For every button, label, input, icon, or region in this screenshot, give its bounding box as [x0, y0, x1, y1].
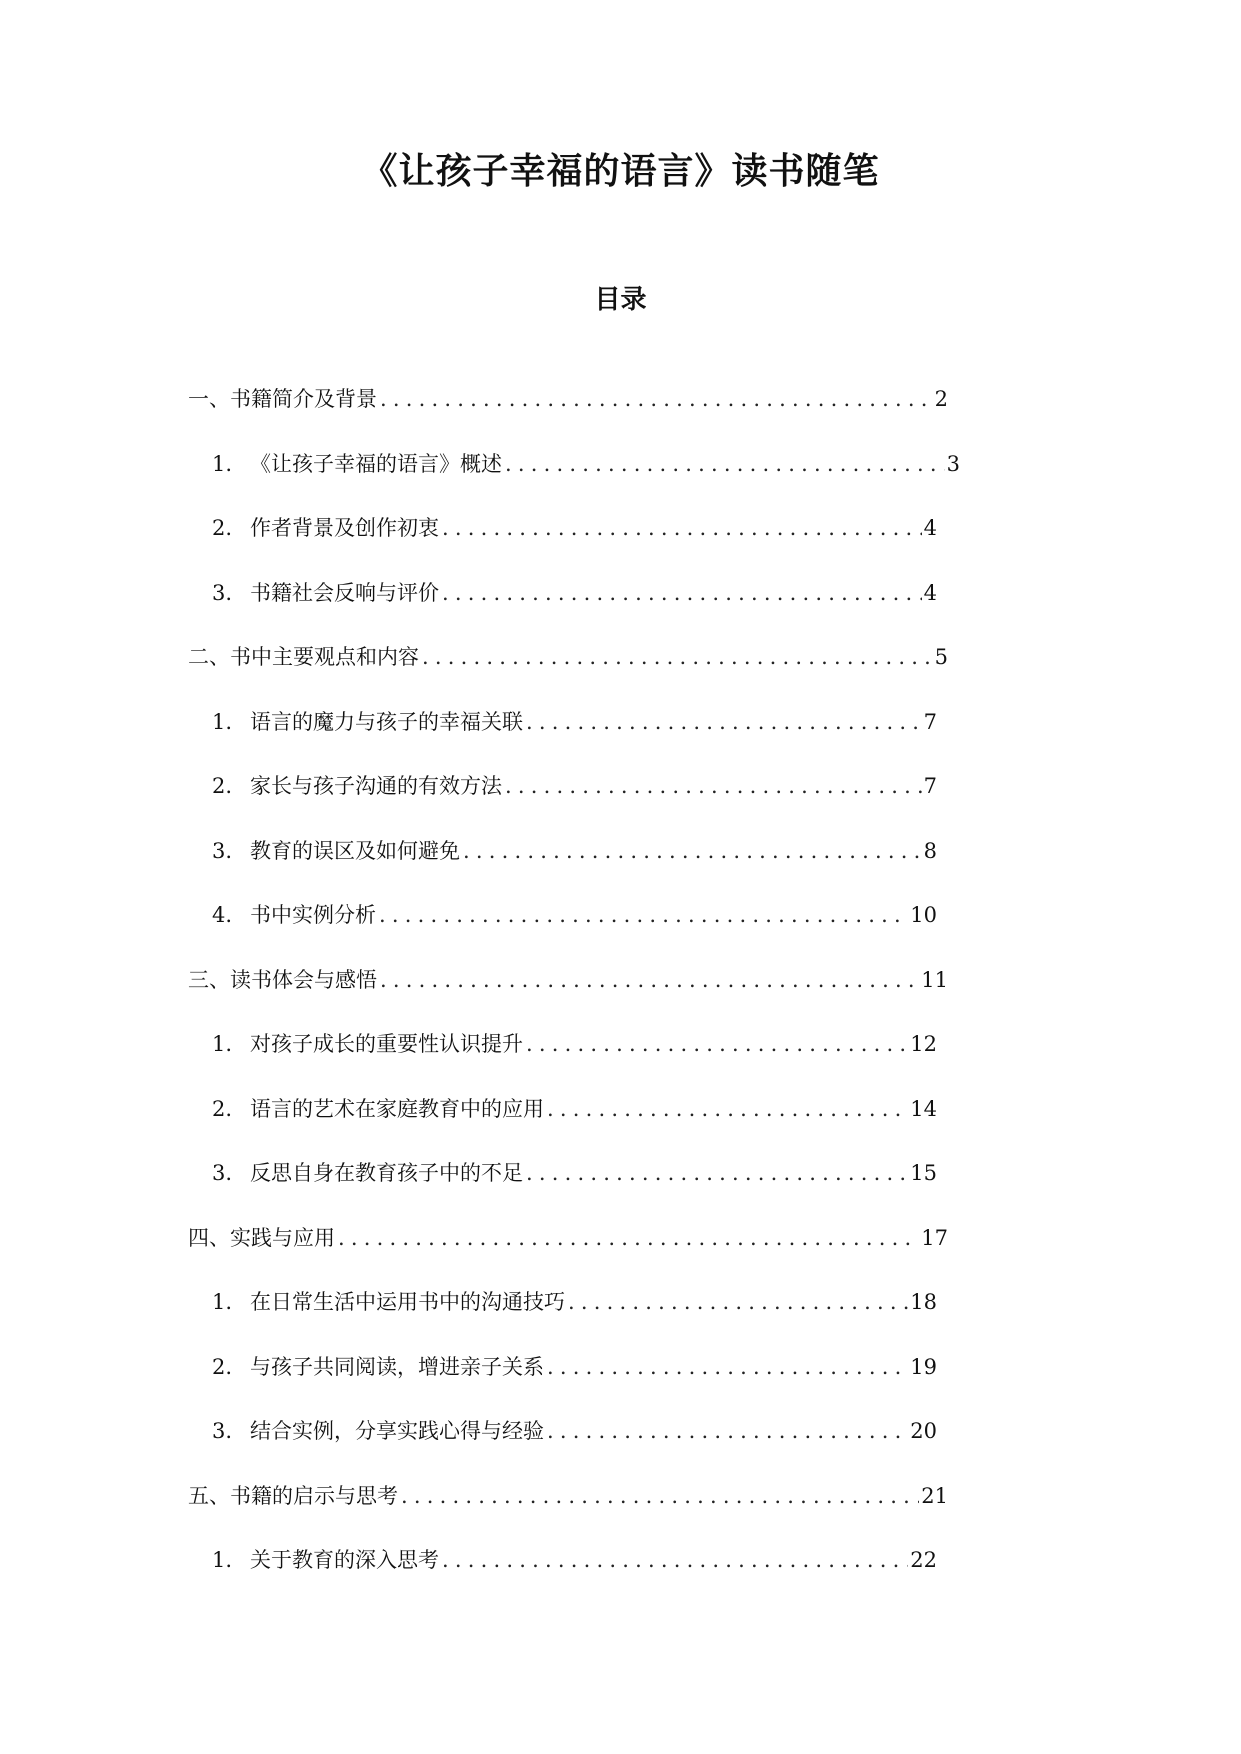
toc-entry-4-3[interactable] — [0, 1416, 937, 1481]
toc-entry-3-1[interactable] — [0, 1029, 937, 1094]
toc-entry-label: 书籍社会反响与评价 — [250, 580, 439, 605]
toc-entry-number: 2. — [212, 1096, 233, 1121]
toc-page-number: 4 — [923, 580, 937, 605]
toc-dot-leader — [338, 1223, 919, 1253]
toc-entry-section-2[interactable] — [0, 642, 948, 707]
toc-entry-number: 1. — [212, 451, 233, 476]
toc-entry-3-2[interactable] — [0, 1094, 937, 1159]
toc-entry-label: 反思自身在教育孩子中的不足 — [250, 1161, 523, 1185]
toc-page-number: 15 — [910, 1161, 937, 1185]
toc-entry-3-3[interactable] — [0, 1158, 937, 1223]
toc-page-number: 18 — [910, 1290, 937, 1314]
toc-page-number: 5 — [934, 645, 948, 669]
toc-entry-section-4[interactable] — [0, 1223, 948, 1288]
toc-entry-number: 3. — [212, 580, 233, 605]
toc-entry-section-3[interactable] — [0, 965, 948, 1030]
toc-entry-label: 三、读书体会与感悟 — [188, 967, 377, 992]
toc-entry-label: 在日常生活中运用书中的沟通技巧 — [250, 1290, 565, 1314]
toc-dot-leader — [380, 384, 933, 414]
toc-page-number: 12 — [910, 1032, 937, 1056]
toc-dot-leader — [422, 642, 933, 672]
toc-page-number: 19 — [910, 1354, 937, 1379]
toc-page-number: 8 — [923, 838, 937, 863]
toc-entry-label: 二、书中主要观点和内容 — [188, 645, 419, 669]
toc-entry-number: 3. — [212, 1161, 233, 1185]
toc-entry-1-3[interactable] — [0, 578, 937, 643]
toc-entry-1-2[interactable] — [0, 513, 937, 578]
toc-dot-leader — [442, 513, 922, 543]
toc-dot-leader — [442, 1545, 908, 1575]
toc-entry-label: 书中实例分析 — [250, 903, 376, 927]
toc-entry-number: 2. — [212, 1354, 233, 1379]
toc-page-number: 14 — [910, 1096, 937, 1121]
toc-page-number: 3 — [946, 451, 960, 476]
toc-dot-leader — [401, 1481, 919, 1511]
toc-entry-label: 关于教育的深入思考 — [250, 1548, 439, 1572]
toc-page-number: 11 — [921, 967, 948, 992]
toc-entry-label: 对孩子成长的重要性认识提升 — [250, 1032, 523, 1056]
toc-dot-leader — [547, 1352, 908, 1382]
toc-entry-label: 家长与孩子沟通的有效方法 — [250, 774, 502, 798]
toc-entry-number: 2. — [212, 774, 233, 798]
toc-page-number: 22 — [910, 1548, 937, 1572]
toc-entry-4-2[interactable] — [0, 1352, 937, 1417]
toc-entry-section-1[interactable] — [0, 384, 948, 449]
toc-entry-number: 2. — [212, 516, 233, 540]
toc-dot-leader — [526, 707, 922, 737]
toc-page-number: 20 — [910, 1419, 937, 1443]
toc-entry-5-1[interactable] — [0, 1545, 937, 1610]
toc-entry-number: 1. — [212, 1548, 233, 1572]
toc-entry-label: 语言的艺术在家庭教育中的应用 — [250, 1096, 544, 1121]
toc-entry-1-1[interactable] — [0, 449, 960, 514]
toc-dot-leader — [379, 900, 908, 930]
toc-entry-label: 《让孩子幸福的语言》概述 — [250, 451, 502, 476]
table-of-contents — [0, 384, 1241, 1610]
toc-heading: 目录 — [594, 285, 647, 315]
toc-entry-2-4[interactable] — [0, 900, 937, 965]
toc-page-number: 4 — [923, 516, 937, 540]
toc-entry-label: 五、书籍的启示与思考 — [188, 1483, 398, 1508]
toc-entry-number: 1. — [212, 709, 233, 734]
toc-dot-leader — [526, 1158, 908, 1188]
toc-entry-2-2[interactable] — [0, 771, 937, 836]
toc-entry-label: 一、书籍简介及背景 — [188, 387, 377, 411]
toc-page-number: 7 — [923, 709, 937, 734]
toc-page-number: 21 — [921, 1483, 948, 1508]
toc-page-number: 10 — [910, 903, 937, 927]
toc-entry-2-1[interactable] — [0, 707, 937, 772]
toc-page-number: 17 — [921, 1225, 948, 1250]
toc-entry-number: 3. — [212, 1419, 233, 1443]
toc-dot-leader — [463, 836, 922, 866]
toc-dot-leader — [547, 1416, 908, 1446]
toc-entry-4-1[interactable] — [0, 1287, 937, 1352]
toc-entry-label: 作者背景及创作初衷 — [250, 516, 439, 540]
toc-entry-section-5[interactable] — [0, 1481, 948, 1546]
toc-dot-leader — [442, 578, 922, 608]
toc-dot-leader — [547, 1094, 908, 1124]
toc-dot-leader — [568, 1287, 908, 1317]
toc-entry-number: 4. — [212, 903, 233, 927]
toc-entry-label: 结合实例，分享实践心得与经验 — [250, 1419, 544, 1443]
toc-dot-leader — [505, 771, 922, 801]
toc-dot-leader — [505, 449, 945, 479]
toc-page-number: 2 — [934, 387, 948, 411]
toc-entry-label: 四、实践与应用 — [188, 1225, 335, 1250]
toc-page-number: 7 — [923, 774, 937, 798]
toc-dot-leader — [526, 1029, 908, 1059]
toc-entry-number: 1. — [212, 1032, 233, 1056]
toc-entry-number: 3. — [212, 838, 233, 863]
toc-entry-label: 教育的误区及如何避免 — [250, 838, 460, 863]
toc-dot-leader — [380, 965, 919, 995]
toc-entry-number: 1. — [212, 1290, 233, 1314]
toc-entry-label: 语言的魔力与孩子的幸福关联 — [250, 709, 523, 734]
toc-entry-2-3[interactable] — [0, 836, 937, 901]
toc-entry-label: 与孩子共同阅读，增进亲子关系 — [250, 1354, 544, 1379]
document-title: 《让孩子幸福的语言》读书随笔 — [361, 151, 880, 192]
